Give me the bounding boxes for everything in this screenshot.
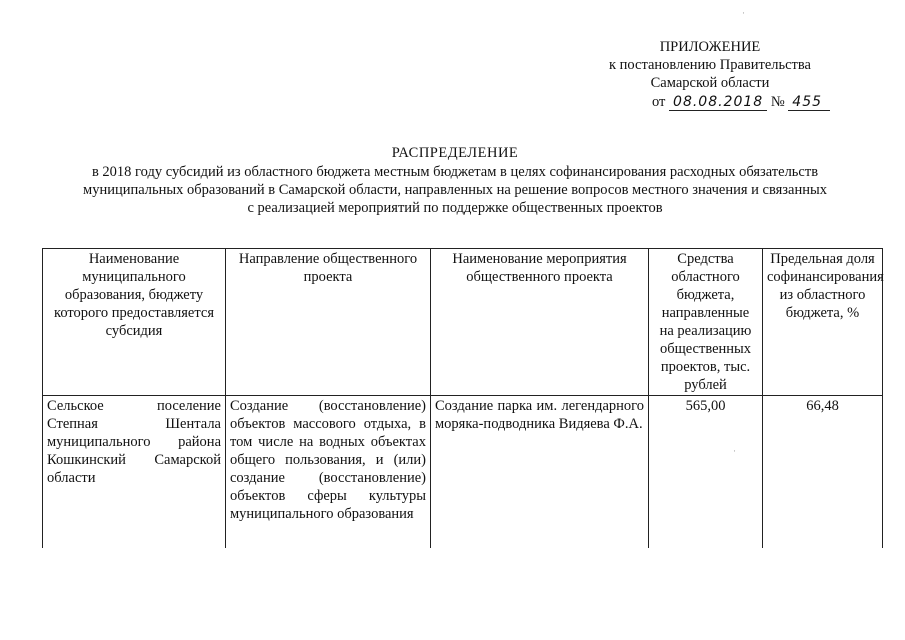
header-share: Предельная доля софинансирования из областного бюджета, %: [763, 249, 883, 396]
table-row: [43, 396, 883, 549]
annex-block: [560, 38, 860, 111]
header-event: Наименование мероприятия общественного проекта: [431, 249, 649, 396]
order-date: 08.08.2018: [669, 94, 767, 111]
annex-title: ПРИЛОЖЕНИЕ: [659, 39, 761, 55]
header-direction: Направление общественного проекта: [226, 249, 431, 396]
order-number: 455: [788, 94, 830, 111]
number-prefix: №: [770, 94, 785, 110]
cell-share: 66,48: [763, 396, 883, 549]
scan-dot: ·: [733, 446, 736, 456]
cell-event: Создание парка им. легендарного моряка-подводника Видяева Ф.А.: [431, 396, 649, 549]
heading-line-1: в 2018 году субсидий из областного бюджета местным бюджетам в целях софинансирования расходных обязательств: [91, 164, 819, 180]
distribution-table: [42, 248, 883, 548]
heading-line-2: муниципальных образований в Самарской области, направленных на решение вопросов местного значения и связанных: [83, 182, 827, 198]
cell-municipality: Сельское поселение Степная Шентала муниципального района Кошкинский Самарской области: [43, 396, 226, 549]
cell-funds: 565,00: [649, 396, 763, 549]
date-prefix: от: [652, 94, 666, 110]
heading-line-3: с реализацией мероприятий по поддержке общественных проектов: [247, 200, 663, 216]
scan-dot: ·: [742, 8, 745, 18]
header-funds: Средства областного бюджета, направленные на реализацию общественных проектов, тыс. рублей: [649, 249, 763, 396]
annex-line-2: Самарской области: [650, 75, 770, 91]
header-municipality: Наименование муниципального образования, бюджету которого предоставляется субсидия: [43, 249, 226, 396]
order-line: [560, 93, 860, 111]
heading-block: [30, 144, 880, 217]
table-header-row: [43, 249, 883, 396]
cell-direction: Создание (восстановление) объектов массового отдыха, в том числе на водных объектах общего пользования, и (или) создание (восстановление) объектов сферы культуры муниципального образования: [226, 396, 431, 549]
annex-line-1: к постановлению Правительства: [609, 57, 811, 73]
document-title: РАСПРЕДЕЛЕНИЕ: [391, 145, 519, 161]
